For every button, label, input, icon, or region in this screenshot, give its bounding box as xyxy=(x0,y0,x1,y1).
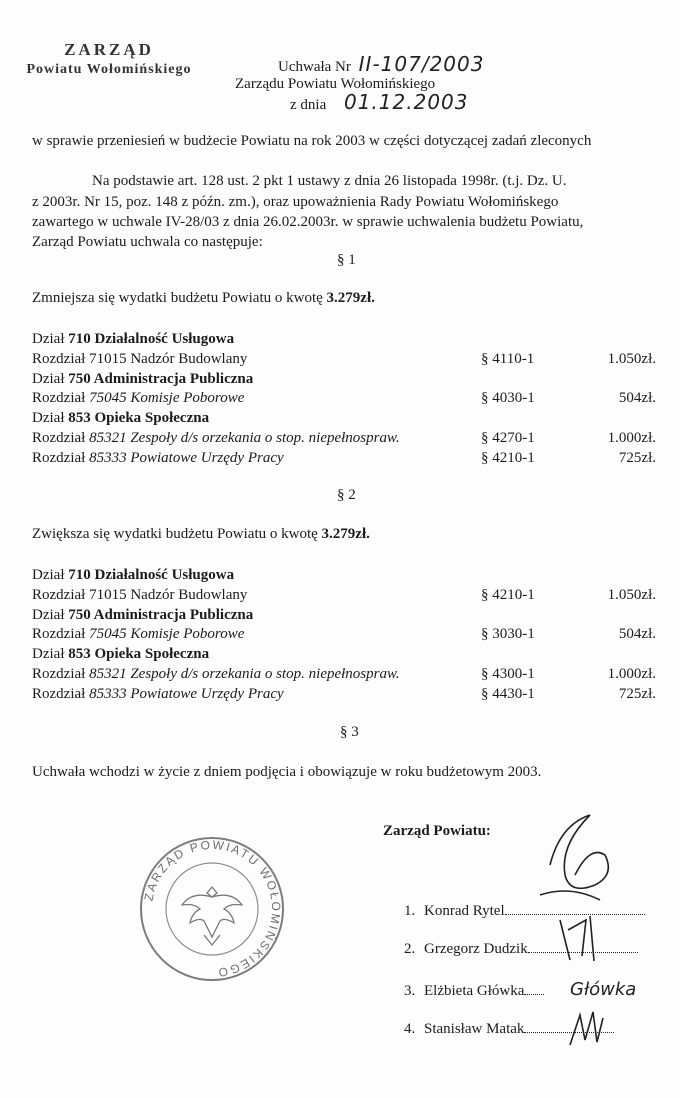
budget-row-dzial xyxy=(32,331,234,348)
paragraph-code: § 4210-1 xyxy=(481,586,535,603)
budget-row-dzial xyxy=(32,607,253,624)
budget-row-rozdzial xyxy=(32,686,284,703)
paragraph-code: § 4300-1 xyxy=(481,666,535,682)
dzial-name: Administracja Publiczna xyxy=(93,606,254,623)
resolution-number-label: Uchwała Nr xyxy=(278,59,351,75)
signature-name: Elżbieta Główka xyxy=(424,983,525,999)
stamp-line-1: ZARZĄD xyxy=(64,40,154,59)
rozdzial-number: 75045 xyxy=(89,626,131,643)
resolution-date-label: z dnia xyxy=(290,97,327,113)
section-1-symbol: § 1 xyxy=(337,252,356,268)
stamp-line-2: Powiatu Wołomińskiego xyxy=(26,62,192,77)
budget-row-rozdzial xyxy=(32,626,244,643)
rozdzial-name: Zespoły d/s orzekania o stop. niepełnospraw. xyxy=(130,666,400,682)
section-2-amount: 3.279zł. xyxy=(321,526,370,542)
rozdzial-prefix: Rozdział xyxy=(32,685,90,702)
resolution-date-handwritten: 01.12.2003 xyxy=(343,90,469,114)
intro-line-3: zawartego w uchwale IV-28/03 z dnia 26.02.2003r. w sprawie uchwalenia budżetu Powiatu, xyxy=(32,214,584,230)
dzial-prefix: Dział xyxy=(32,331,69,347)
budget-row-dzial xyxy=(32,371,253,388)
paragraph-code: § 4110-1 xyxy=(481,350,535,367)
signature-glowka: Główka xyxy=(570,979,637,1000)
rozdzial-number: 75045 xyxy=(89,390,131,407)
signature-rytel xyxy=(540,815,608,900)
budget-row-rozdzial xyxy=(32,587,247,604)
rozdzial-name: Nadzór Budowlany xyxy=(130,586,248,603)
dzial-prefix: Dział xyxy=(32,646,69,663)
signature-dudzik xyxy=(560,916,594,961)
amount-value: 725zł. xyxy=(618,685,656,702)
rozdzial-number: 85333 xyxy=(89,685,131,702)
paragraph-code: § 3030-1 xyxy=(481,626,535,643)
resolution-date-line xyxy=(290,90,469,114)
dzial-prefix: Dział xyxy=(32,567,69,583)
dzial-name: Działalność Usługowa xyxy=(94,331,235,347)
budget-row-rozdzial xyxy=(32,390,244,407)
rozdzial-name: Komisje Poborowe xyxy=(130,626,245,643)
rozdzial-number: 85321 xyxy=(89,430,131,446)
rozdzial-prefix: Rozdział xyxy=(32,390,90,407)
rozdzial-name: Powiatowe Urzędy Pracy xyxy=(130,449,284,466)
section-1-lead xyxy=(32,290,375,307)
amount-value: 1.000zł. xyxy=(607,430,656,446)
round-seal xyxy=(138,835,286,983)
dzial-name: Opieka Społeczna xyxy=(94,646,210,663)
amount-value: 1.000zł. xyxy=(607,666,656,682)
rozdzial-number: 71015 xyxy=(89,350,131,367)
dzial-prefix: Dział xyxy=(32,410,69,427)
board-heading: Zarząd Powiatu: xyxy=(383,823,491,839)
seal-text: ZARZĄD POWIATU WOŁOMIŃSKIEGO xyxy=(141,837,284,980)
dzial-name: Działalność Usługowa xyxy=(94,567,235,583)
dzial-number: 750 xyxy=(68,370,94,387)
dzial-prefix: Dział xyxy=(32,606,69,623)
dzial-number: 853 xyxy=(68,410,95,427)
section-1-amount: 3.279zł. xyxy=(326,290,375,306)
dzial-name: Opieka Społeczna xyxy=(94,410,210,427)
amount-value: 1.050zł. xyxy=(607,586,656,603)
rozdzial-name: Nadzór Budowlany xyxy=(130,350,248,367)
rozdzial-prefix: Rozdział xyxy=(32,666,90,682)
section-3-symbol: § 3 xyxy=(340,724,359,740)
budget-row-dzial xyxy=(32,410,209,427)
eagle-emblem-icon xyxy=(182,887,242,945)
paragraph-code: § 4210-1 xyxy=(481,449,535,466)
section-2-symbol: § 2 xyxy=(337,487,356,503)
intro-line-4: Zarząd Powiatu uchwala co następuje: xyxy=(32,234,263,250)
dzial-number: 853 xyxy=(68,646,95,663)
dzial-number: 750 xyxy=(68,606,94,623)
intro-line-1: Na podstawie art. 128 ust. 2 pkt 1 ustawy z dnia 26 listopada 1998r. (t.j. Dz. U. xyxy=(92,173,567,189)
signature-number: 4. xyxy=(404,1021,419,1037)
dzial-number: 710 xyxy=(68,331,95,347)
resolution-number-handwritten: II-107/2003 xyxy=(358,52,485,76)
budget-row-dzial xyxy=(32,567,234,584)
dzial-number: 710 xyxy=(68,567,95,583)
rozdzial-number: 71015 xyxy=(89,586,131,603)
amount-value: 725zł. xyxy=(618,449,656,466)
resolution-board: Zarządu Powiatu Wołomińskiego xyxy=(235,76,436,92)
dzial-prefix: Dział xyxy=(32,370,69,387)
signature-number: 2. xyxy=(404,941,419,957)
amount-value: 1.050zł. xyxy=(607,350,656,367)
section-2-lead-text: Zwiększa się wydatki budżetu Powiatu o kwotę xyxy=(32,526,318,542)
budget-row-rozdzial xyxy=(32,666,400,683)
paragraph-code: § 4030-1 xyxy=(481,390,535,407)
signature-name: Stanisław Matak xyxy=(424,1021,525,1037)
signature-name: Grzegorz Dudzik xyxy=(424,941,528,957)
intro-line-2: z 2003r. Nr 15, poz. 148 z późn. zm.), oraz upoważnienia Rady Powiatu Wołomińskego xyxy=(32,194,559,210)
rozdzial-number: 85333 xyxy=(89,449,131,466)
section-2-lead xyxy=(32,526,370,543)
rozdzial-prefix: Rozdział xyxy=(32,626,90,643)
signature-matak xyxy=(570,1012,603,1045)
rozdzial-name: Powiatowe Urzędy Pracy xyxy=(130,685,284,702)
paragraph-code: § 4430-1 xyxy=(481,685,535,702)
rozdzial-prefix: Rozdział xyxy=(32,586,90,603)
budget-row-rozdzial xyxy=(32,430,400,447)
budget-row-rozdzial xyxy=(32,351,247,368)
rozdzial-prefix: Rozdział xyxy=(32,350,90,367)
rozdzial-prefix: Rozdział xyxy=(32,449,90,466)
paragraph-code: § 4270-1 xyxy=(481,430,535,446)
header-stamp xyxy=(14,40,204,78)
resolution-number-line xyxy=(278,52,484,76)
signature-number: 1. xyxy=(404,903,419,919)
rozdzial-name: Komisje Poborowe xyxy=(130,390,245,407)
rozdzial-number: 85321 xyxy=(89,666,131,682)
budget-row-dzial xyxy=(32,646,209,663)
budget-row-rozdzial xyxy=(32,450,284,467)
subject-line: w sprawie przeniesień w budżecie Powiatu na rok 2003 w części dotyczącej zadań zleconych xyxy=(32,133,592,149)
handwritten-signatures xyxy=(520,805,670,1065)
amount-value: 504zł. xyxy=(618,390,656,407)
amount-value: 504zł. xyxy=(618,626,656,643)
signature-name: Konrad Rytel xyxy=(424,903,505,919)
dzial-name: Administracja Publiczna xyxy=(93,370,254,387)
section-3-text: Uchwała wchodzi w życie z dniem podjęcia i obowiązuje w roku budżetowym 2003. xyxy=(32,764,542,780)
section-1-lead-text: Zmniejsza się wydatki budżetu Powiatu o kwotę xyxy=(32,290,323,306)
rozdzial-name: Zespoły d/s orzekania o stop. niepełnospraw. xyxy=(130,430,400,446)
rozdzial-prefix: Rozdział xyxy=(32,430,90,446)
signature-number: 3. xyxy=(404,983,419,999)
